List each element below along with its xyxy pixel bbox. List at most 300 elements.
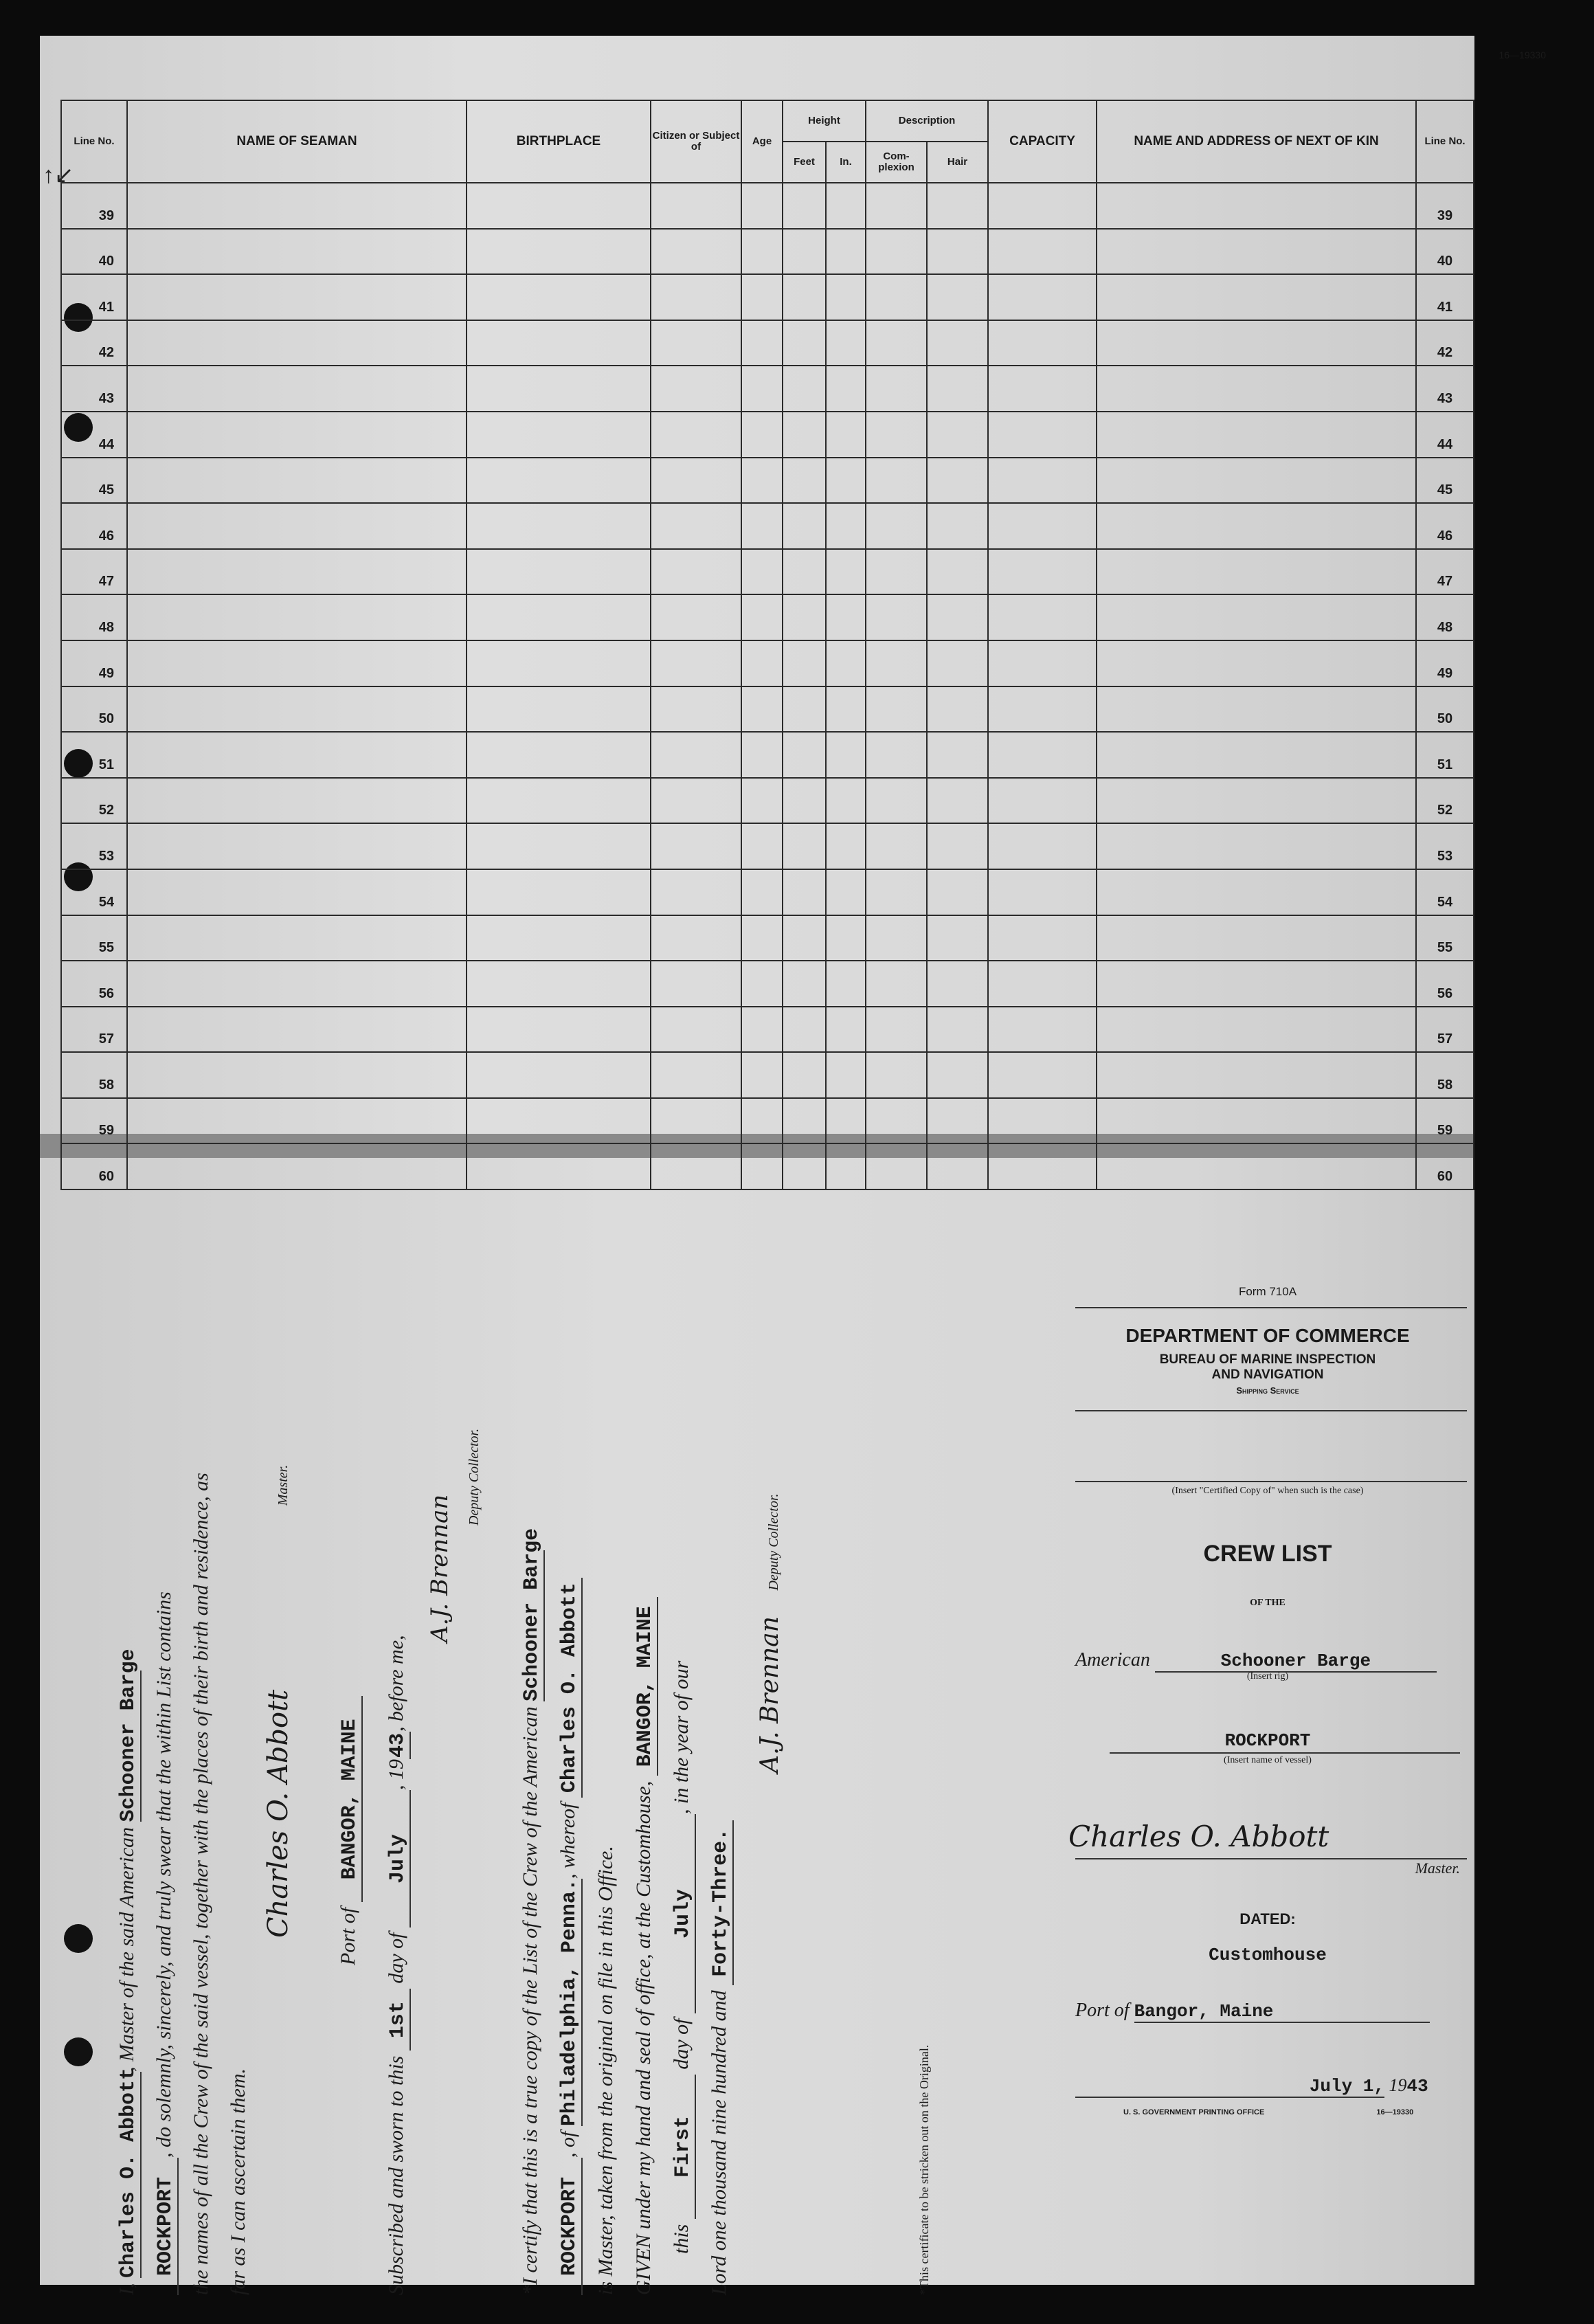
table-cell [741, 503, 783, 549]
oath-section [103, 1209, 989, 2295]
line-number-right: 46 [1416, 503, 1474, 549]
table-cell [741, 961, 783, 1007]
table-row [61, 732, 1474, 778]
line-number-right: 50 [1416, 686, 1474, 733]
table-cell [127, 503, 467, 549]
line-number-left: 58 [61, 1052, 127, 1098]
table-cell [651, 1143, 741, 1189]
table-cell [927, 366, 988, 412]
oath-port: BANGOR, MAINE [338, 1696, 363, 1902]
table-cell [467, 823, 651, 869]
table-cell [783, 961, 826, 1007]
line-number-left: 56 [61, 961, 127, 1007]
table-cell [988, 1098, 1097, 1144]
table-cell [866, 549, 927, 595]
line-number-left: 57 [61, 1007, 127, 1053]
table-row [61, 229, 1474, 275]
table-cell [651, 1052, 741, 1098]
cover-certified-line [1075, 1481, 1467, 1482]
cert-line-6 [708, 1820, 734, 2295]
cert-this: this [670, 2224, 693, 2254]
oath-sworn-row [385, 1635, 411, 2295]
table-cell [866, 1007, 927, 1053]
line-number-left: 41 [61, 274, 127, 320]
oath-i: I, [115, 2283, 138, 2295]
line-number-right: 55 [1416, 915, 1474, 961]
table-cell [783, 274, 826, 320]
table-cell [1097, 640, 1416, 686]
line-number-right: 53 [1416, 823, 1474, 869]
line-number-right: 41 [1416, 274, 1474, 320]
cover-dated: DATED: [1239, 1910, 1296, 1928]
table-cell [467, 366, 651, 412]
table-cell [1097, 915, 1416, 961]
cover-year-prefix: 19 [1389, 2075, 1407, 2095]
table-cell [866, 274, 927, 320]
table-cell [866, 869, 927, 915]
table-cell [988, 1143, 1097, 1189]
table-cell [783, 1007, 826, 1053]
oath-master-name: Charles O. Abbott [117, 2067, 140, 2278]
line-number-right: 57 [1416, 1007, 1474, 1053]
crew-list-table [60, 100, 1474, 1190]
cert-month: July [671, 1814, 696, 2013]
table-row [61, 961, 1474, 1007]
cert-day: First [671, 2075, 696, 2219]
table-cell [927, 915, 988, 961]
line-number-right: 43 [1416, 366, 1474, 412]
table-cell [651, 732, 741, 778]
sworn-day-of: day of [385, 1932, 407, 1984]
table-cell [783, 1052, 826, 1098]
line-number-left: 45 [61, 458, 127, 504]
line-number-left: 54 [61, 869, 127, 915]
table-row [61, 1098, 1474, 1144]
cover-service: Shipping Service [1236, 1385, 1299, 1396]
cover-form-number-bottom: 16—19330 [1376, 2108, 1414, 2116]
table-cell [783, 549, 826, 595]
table-cell [127, 823, 467, 869]
table-row [61, 1052, 1474, 1098]
table-cell [1097, 503, 1416, 549]
cert-whereof: , whereof [557, 1802, 579, 1879]
table-cell [866, 640, 927, 686]
oath-vessel-type: Schooner Barge [117, 1649, 140, 1822]
table-cell [127, 915, 467, 961]
table-cell [783, 915, 826, 961]
table-cell [127, 1143, 467, 1189]
table-cell [826, 1007, 866, 1053]
table-row [61, 1007, 1474, 1053]
table-cell [927, 869, 988, 915]
table-row [61, 686, 1474, 733]
table-cell [1097, 778, 1416, 824]
table-cell [826, 366, 866, 412]
table-cell [1097, 229, 1416, 275]
table-cell [741, 320, 783, 366]
table-cell [866, 229, 927, 275]
table-cell [988, 183, 1097, 229]
table-cell [866, 366, 927, 412]
table-cell [927, 1143, 988, 1189]
line-number-left: 51 [61, 732, 127, 778]
cover-rule [1075, 1410, 1467, 1411]
table-cell [741, 229, 783, 275]
table-cell [651, 686, 741, 733]
table-cell [651, 594, 741, 640]
table-cell [467, 503, 651, 549]
sworn-year: 43 [386, 1732, 409, 1758]
table-cell [741, 778, 783, 824]
line-number-right: 59 [1416, 1098, 1474, 1144]
table-cell [741, 366, 783, 412]
table-row [61, 549, 1474, 595]
table-cell [467, 458, 651, 504]
line-number-right: 58 [1416, 1052, 1474, 1098]
table-cell [467, 183, 651, 229]
table-cell [741, 1052, 783, 1098]
table-cell [866, 961, 927, 1007]
table-cell [467, 640, 651, 686]
cover-master-caption: Master. [1415, 1859, 1460, 1877]
table-row [61, 1143, 1474, 1189]
oath-swear-text: , do solemnly, sincerely, and truly swear that the within List contains [153, 1591, 175, 2158]
line-number-right: 51 [1416, 732, 1474, 778]
table-cell [988, 732, 1097, 778]
table-cell [988, 869, 1097, 915]
table-cell [741, 732, 783, 778]
master-caption: Master. [276, 1464, 291, 1506]
table-cell [127, 778, 467, 824]
table-cell [927, 503, 988, 549]
oath-deputy-row [426, 1495, 453, 1642]
table-cell [826, 732, 866, 778]
line-number-left: 59 [61, 1098, 127, 1144]
table-cell [927, 412, 988, 458]
line-number-left: 55 [61, 915, 127, 961]
table-cell [741, 549, 783, 595]
cover-port: Bangor, Maine [1134, 2001, 1430, 2023]
table-cell [127, 229, 467, 275]
table-cell [866, 778, 927, 824]
table-cell [127, 640, 467, 686]
table-cell [1097, 961, 1416, 1007]
cover-american: American [1075, 1649, 1150, 1671]
table-cell [651, 366, 741, 412]
cert-line-4 [632, 1597, 658, 2295]
table-cell [1097, 458, 1416, 504]
table-cell [866, 732, 927, 778]
table-cell [988, 1052, 1097, 1098]
cert-line-2 [557, 1578, 583, 2295]
table-cell [741, 915, 783, 961]
table-row [61, 274, 1474, 320]
table-cell [866, 320, 927, 366]
table-row [61, 503, 1474, 549]
table-cell [927, 594, 988, 640]
sworn-before-me: , before me, [385, 1635, 407, 1732]
table-row [61, 320, 1474, 366]
table-cell [127, 869, 467, 915]
table-cell [783, 778, 826, 824]
cover-department: DEPARTMENT OF COMMERCE [1125, 1325, 1410, 1346]
table-cell [927, 961, 988, 1007]
line-number-right: 60 [1416, 1143, 1474, 1189]
table-cell [866, 458, 927, 504]
cover-vessel-caption: (Insert name of vessel) [1224, 1755, 1312, 1765]
oath-line-1 [115, 1649, 142, 2295]
cover-rule [1075, 1307, 1467, 1308]
table-cell [127, 1098, 467, 1144]
line-number-right: 40 [1416, 229, 1474, 275]
table-cell [783, 320, 826, 366]
cert-of: , of [557, 2131, 579, 2158]
table-cell [927, 1098, 988, 1144]
table-cell [866, 1143, 927, 1189]
table-cell [467, 1007, 651, 1053]
table-cell [741, 594, 783, 640]
table-cell [988, 961, 1097, 1007]
table-cell [127, 412, 467, 458]
table-cell [651, 183, 741, 229]
cover-printing-office: U. S. GOVERNMENT PRINTING OFFICE [1123, 2108, 1265, 2116]
line-number-left: 50 [61, 686, 127, 733]
table-cell [866, 503, 927, 549]
table-cell [651, 458, 741, 504]
table-cell [467, 549, 651, 595]
line-number-right: 39 [1416, 183, 1474, 229]
header-description: Description [866, 100, 988, 142]
line-number-right: 42 [1416, 320, 1474, 366]
header-feet: Feet [783, 142, 826, 183]
line-number-left: 39 [61, 183, 127, 229]
table-cell [127, 274, 467, 320]
cover-rig-caption: (Insert rig) [1246, 1671, 1289, 1681]
table-cell [988, 503, 1097, 549]
cover-form-number: Form 710A [1238, 1285, 1297, 1298]
table-cell [467, 594, 651, 640]
table-cell [467, 412, 651, 458]
table-cell [988, 778, 1097, 824]
form-number-top: 16—19330 [1498, 49, 1546, 60]
cover-vessel-line [1110, 1752, 1460, 1754]
oath-port-label: Port of [337, 1907, 359, 1965]
table-cell [927, 549, 988, 595]
table-cell [651, 274, 741, 320]
table-cell [988, 549, 1097, 595]
line-number-right: 54 [1416, 869, 1474, 915]
table-cell [927, 640, 988, 686]
table-cell [783, 732, 826, 778]
cert-year-of-our: , in the year of our [670, 1660, 693, 1814]
cover-panel [1068, 1285, 1481, 2144]
table-cell [651, 503, 741, 549]
table-cell [783, 183, 826, 229]
table-cell [826, 823, 866, 869]
table-cell [651, 1098, 741, 1144]
cover-title: CREW LIST [1203, 1541, 1332, 1567]
table-cell [927, 686, 988, 733]
table-cell [741, 274, 783, 320]
cover-customhouse: Customhouse [1209, 1945, 1327, 1965]
cert-deputy-caption: Deputy Collector. [766, 1493, 781, 1591]
line-number-left: 53 [61, 823, 127, 869]
table-cell [988, 640, 1097, 686]
table-cell [866, 594, 927, 640]
table-cell [127, 549, 467, 595]
table-cell [651, 778, 741, 824]
line-number-right: 47 [1416, 549, 1474, 595]
table-cell [127, 320, 467, 366]
cert-deputy-signature: A.J. Brennan [756, 1616, 784, 1773]
table-cell [826, 1052, 866, 1098]
table-cell [826, 549, 866, 595]
cover-rig: Schooner Barge [1155, 1651, 1437, 1673]
cert-master: Charles O. Abbott [558, 1578, 583, 1798]
table-row [61, 366, 1474, 412]
table-cell [866, 686, 927, 733]
table-cell [651, 823, 741, 869]
header-complexion: Com-plexion [866, 142, 927, 183]
table-cell [826, 183, 866, 229]
table-cell [826, 320, 866, 366]
table-cell [467, 1052, 651, 1098]
cert-deputy-row [756, 1493, 784, 1773]
cover-rig-row [1068, 1649, 1467, 1673]
cover-master-signature: Charles O. Abbott [1068, 1820, 1329, 1853]
table-cell [741, 1007, 783, 1053]
table-cell [826, 274, 866, 320]
table-cell [783, 458, 826, 504]
cover-footer [1068, 2108, 1467, 2116]
table-row [61, 823, 1474, 869]
table-cell [467, 732, 651, 778]
cert-home-port: Philadelphia, Penna. [558, 1879, 581, 2127]
cert-vessel-name: ROCKPORT [558, 2158, 583, 2295]
table-cell [467, 869, 651, 915]
table-cell [127, 366, 467, 412]
table-cell [826, 869, 866, 915]
table-cell [651, 320, 741, 366]
table-cell [651, 869, 741, 915]
table-cell [651, 549, 741, 595]
cover-date-row [1068, 2075, 1467, 2098]
table-cell [927, 823, 988, 869]
table-cell [1097, 594, 1416, 640]
line-number-left: 40 [61, 229, 127, 275]
table-cell [988, 229, 1097, 275]
table-cell [127, 1007, 467, 1053]
sworn-month: July [386, 1790, 411, 1928]
table-cell [741, 640, 783, 686]
table-cell [127, 732, 467, 778]
header-capacity: CAPACITY [988, 100, 1097, 183]
sworn-label: Subscribed and sworn to this [385, 2055, 407, 2295]
line-number-left: 60 [61, 1143, 127, 1189]
header-name-of-seaman: NAME OF SEAMAN [127, 100, 467, 183]
table-cell [988, 412, 1097, 458]
table-cell [927, 1007, 988, 1053]
line-number-left: 46 [61, 503, 127, 549]
line-number-right: 52 [1416, 778, 1474, 824]
deputy-signature: A.J. Brennan [426, 1494, 453, 1642]
table-cell [988, 1007, 1097, 1053]
table-cell [927, 1052, 988, 1098]
cert-lord: Lord one thousand nine hundred and [708, 1990, 730, 2295]
table-cell [927, 732, 988, 778]
line-number-left: 48 [61, 594, 127, 640]
cover-vessel: ROCKPORT [1224, 1730, 1311, 1751]
cert-given: GIVEN under my hand and seal of office, at the Customhouse, [632, 1780, 655, 2295]
table-row [61, 778, 1474, 824]
table-cell [467, 1143, 651, 1189]
table-cell [1097, 732, 1416, 778]
table-cell [741, 823, 783, 869]
cert-vessel-type: Schooner Barge [520, 1528, 543, 1701]
pencil-mark: ↑↙ [43, 162, 74, 188]
table-cell [826, 458, 866, 504]
cert-footnote: *This certificate to be stricken out on the Original. [917, 2044, 931, 2295]
table-cell [927, 183, 988, 229]
table-cell [467, 1098, 651, 1144]
table-cell [826, 778, 866, 824]
table-cell [988, 915, 1097, 961]
table-cell [866, 1052, 927, 1098]
table-cell [826, 1143, 866, 1189]
table-cell [826, 594, 866, 640]
table-cell [1097, 1007, 1416, 1053]
table-cell [1097, 320, 1416, 366]
line-number-right: 44 [1416, 412, 1474, 458]
table-cell [826, 503, 866, 549]
table-cell [1097, 1098, 1416, 1144]
table-cell [783, 1143, 826, 1189]
header-inches: In. [826, 142, 866, 183]
table-cell [927, 778, 988, 824]
table-cell [127, 1052, 467, 1098]
line-number-left: 44 [61, 412, 127, 458]
line-number-right: 48 [1416, 594, 1474, 640]
table-cell [866, 412, 927, 458]
table-cell [783, 594, 826, 640]
table-cell [651, 229, 741, 275]
table-cell [127, 961, 467, 1007]
table-cell [826, 686, 866, 733]
sworn-year-prefix: , 19 [385, 1758, 407, 1790]
table-cell [783, 640, 826, 686]
header-line-no: Line No. [61, 100, 127, 183]
cert-year-words: Forty-Three. [709, 1820, 734, 1985]
line-number-left: 42 [61, 320, 127, 366]
table-cell [866, 823, 927, 869]
table-cell [783, 503, 826, 549]
table-cell [741, 1098, 783, 1144]
table-cell [988, 274, 1097, 320]
table-cell [741, 183, 783, 229]
table-cell [1097, 366, 1416, 412]
table-cell [988, 594, 1097, 640]
table-cell [988, 320, 1097, 366]
oath-signature-row [262, 1465, 294, 1938]
cert-day-of: day of [670, 2018, 693, 2070]
header-hair: Hair [927, 142, 988, 183]
cover-port-label: Port of [1075, 2000, 1130, 2021]
header-birthplace: BIRTHPLACE [467, 100, 651, 183]
table-cell [927, 458, 988, 504]
cover-port-row [1068, 2000, 1467, 2023]
table-cell [826, 1098, 866, 1144]
table-row [61, 412, 1474, 458]
